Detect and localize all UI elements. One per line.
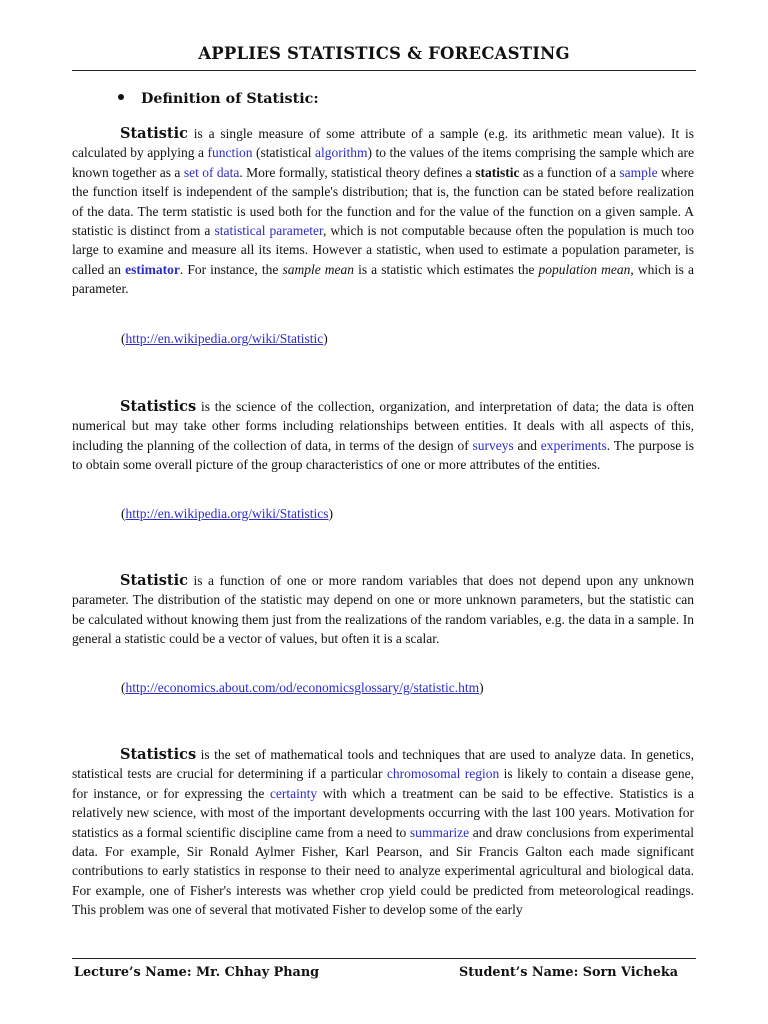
body-text: and (513, 437, 541, 453)
footer-student-name: Student’s Name: Sorn Vicheka (459, 965, 678, 980)
body-text: where the function itself is independent of the sample's distribution; that is, the function can be stated before realization of the data. The term statistic is used both for the function and for the value of the function on a given sample. A statistic is distinct from a (72, 164, 694, 239)
paren: ) (328, 506, 333, 521)
body-text: is a function of one or more random variables that does not depend upon any unknown parameter. The distribution of the statistic may depend on one or more unknown parameters, but the statistic can be calculated without knowing them just from the realizations of the random variables, e.g. the data in a sample. In general a statistic could be a vector of values, but often it is a scalar. (72, 573, 694, 647)
link-set-of-data[interactable]: set of data (183, 164, 240, 180)
link-certainty[interactable]: certainty (269, 785, 318, 801)
lead-term: Statistics (120, 398, 197, 415)
footer-lecturer-name: Lecture’s Name: Mr. Chhay Phang (74, 965, 320, 980)
reference-link[interactable]: http://en.wikipedia.org/wiki/Statistics (125, 506, 329, 521)
page-header-title: APPLIES STATISTICS & FORECASTING (198, 44, 570, 63)
footer-divider (72, 958, 696, 959)
paragraph-statistics-tools (72, 745, 694, 920)
italic-term: sample mean (282, 261, 355, 277)
body-text: as a function of a (519, 164, 620, 180)
body-text: is likely to contain a disease gene, for instance, or for expressing the (72, 766, 694, 801)
body-text: . The purpose is to obtain some overall picture of the group characteristics of one or more attributes of the entities. (72, 437, 694, 473)
body-text: . For instance, the (179, 261, 283, 277)
reference-3 (121, 680, 484, 696)
lead-term: Statistic (120, 125, 188, 142)
paragraph-statistics-science (72, 397, 694, 475)
link-experiments[interactable]: experiments (540, 437, 607, 453)
body-text: ) to the values of the items comprising the sample which are known together as a (72, 145, 694, 180)
paren: ) (479, 680, 484, 695)
body-text: is the science of the collection, organization, and interpretation of data; the data is often numerical but may take other forms including relationships between entities. It deals with all aspects of this, including the planning of the collection of data, in terms of the design of (72, 399, 694, 453)
paren: ( (121, 506, 126, 521)
section-heading-text: Definition of Statistic: (141, 91, 319, 107)
reference-1 (121, 331, 328, 347)
body-text: is the set of mathematical tools and techniques that are used to analyze data. In genetics, statistical tests are crucial for determining if a particular (72, 747, 694, 782)
lead-term: Statistics (120, 746, 197, 763)
link-summarize[interactable]: summarize (409, 824, 470, 840)
reference-link[interactable]: http://en.wikipedia.org/wiki/Statistic (125, 331, 324, 346)
body-text: and draw conclusions from experimental data. For example, Sir Ronald Aylmer Fisher, Karl Pearson, and Sir Francis Galton each made significant contributions to early statistics in response to their need to analyze experimental agricultural and biological data. For example, one of Fisher's interests was whether crop yield could be predicted from meteorological readings. This problem was one of several that motivated Fisher to develop some of the early (72, 824, 694, 918)
link-function[interactable]: function (207, 145, 253, 161)
bullet-icon (118, 94, 124, 100)
link-estimator[interactable]: estimator (125, 261, 180, 277)
section-heading (118, 91, 319, 107)
header-divider (72, 70, 696, 71)
reference-2 (121, 506, 333, 522)
body-text: . More formally, statistical theory defines a (239, 164, 476, 180)
paren: ( (121, 680, 126, 695)
body-text: with which a treatment can be said to be effective. Statistics is a relatively new science, with most of the important developments occurring with the last 100 years. Motivation for statistics as a formal scientific discipline came from a need to (72, 785, 694, 840)
link-algorithm[interactable]: algorithm (314, 145, 368, 161)
body-text: is a statistic which estimates the (354, 261, 539, 277)
bold-term: statistic (475, 164, 520, 180)
body-text: is a single measure of some attribute of a sample (e.g. its arithmetic mean value). It is calculated by applying a (72, 126, 694, 161)
reference-link[interactable]: http://economics.about.com/od/economicsglossary/g/statistic.htm (125, 680, 480, 695)
body-text: (statistical (252, 145, 315, 161)
link-sample[interactable]: sample (619, 164, 658, 180)
lead-term: Statistic (120, 572, 188, 589)
paren: ) (323, 331, 328, 346)
link-surveys[interactable]: surveys (472, 437, 514, 453)
body-text: , which is a parameter. (72, 261, 694, 297)
body-text: , which is not computable because often the population is much too large to examine and measure all its items. However a statistic, when used to estimate a population parameter, is called an (72, 223, 694, 277)
link-statistical-parameter[interactable]: statistical parameter (214, 223, 323, 239)
link-chromosomal-region[interactable]: chromosomal region (386, 766, 500, 782)
paragraph-statistic-function (72, 571, 694, 649)
italic-term: population mean (538, 261, 631, 277)
paragraph-statistic-definition (72, 124, 694, 299)
paren: ( (121, 331, 126, 346)
